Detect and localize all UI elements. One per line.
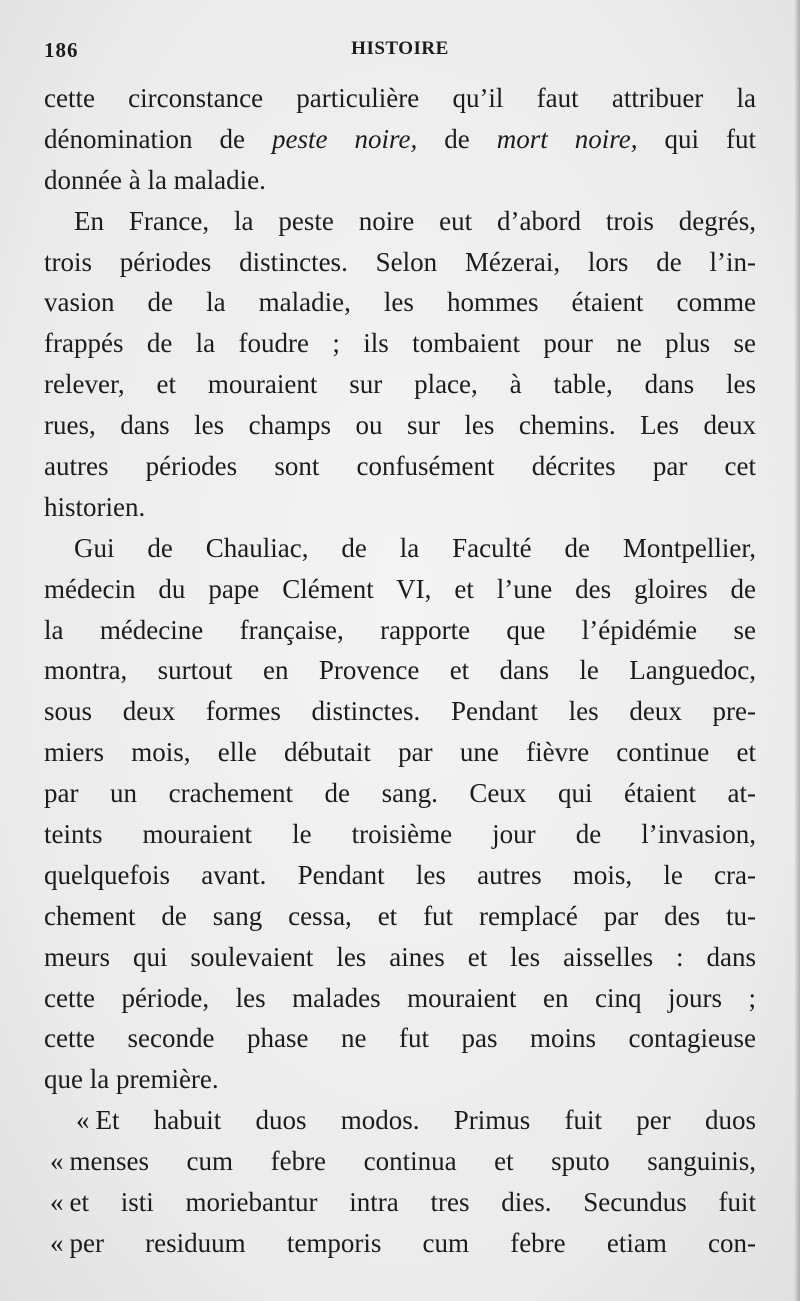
text-line bbox=[44, 119, 756, 160]
text-line: trois périodes distinctes. Selon Mézerai, lors de l’in- bbox=[44, 246, 756, 277]
quote-line bbox=[44, 1182, 756, 1223]
text-line: cette circonstance particulière qu’il faut attribuer la bbox=[44, 83, 756, 113]
text-line: autres périodes sont confusément décrites par cet bbox=[44, 451, 756, 482]
text-line: cette période, les malades mouraient en cinq jours ; bbox=[44, 982, 756, 1013]
body-text bbox=[44, 78, 756, 1264]
quote-text: Et habuit duos modos. Primus fuit per duos bbox=[95, 1105, 756, 1136]
quote-mark: « bbox=[50, 1187, 64, 1218]
text-line: sous deux formes distinctes. Pendant les deux pre- bbox=[44, 696, 756, 727]
paragraph-start-line: Gui de Chauliac, de la Faculté de Montpellier, bbox=[74, 532, 756, 563]
text-line: vasion de la maladie, les hommes étaient comme bbox=[44, 287, 756, 318]
text-line: relever, et mouraient sur place, à table, dans les bbox=[44, 369, 756, 400]
text-line: meurs qui soulevaient les aines et les aisselles : dans bbox=[44, 941, 756, 972]
italic-term: mort noire, bbox=[496, 123, 638, 154]
quote-line bbox=[44, 1141, 756, 1182]
text-line: historien. bbox=[44, 491, 146, 522]
text-line: médecin du pape Clément VI, et l’une des gloires de bbox=[44, 573, 756, 604]
text-line: teints mouraient le troisième jour de l’invasion, bbox=[44, 819, 756, 850]
text-line: chement de sang cessa, et fut remplacé par des tu- bbox=[44, 900, 756, 931]
quote-text: menses cum febre continua et sputo sanguinis, bbox=[69, 1146, 756, 1177]
quote-text: per residuum temporis cum febre etiam con- bbox=[69, 1227, 756, 1258]
quote-text: et isti moriebantur intra tres dies. Secundus fuit bbox=[69, 1187, 756, 1218]
text-line: quelquefois avant. Pendant les autres mois, le cra- bbox=[44, 859, 756, 890]
text-line: par un crachement de sang. Ceux qui étaient at- bbox=[44, 778, 756, 809]
text-line: montra, surtout en Provence et dans le Languedoc, bbox=[44, 655, 756, 686]
text-line: cette seconde phase ne fut pas moins contagieuse bbox=[44, 1023, 756, 1054]
quote-mark: « bbox=[50, 1146, 64, 1177]
text-fragment: dénomination de bbox=[44, 123, 272, 154]
text-line: que la première. bbox=[44, 1064, 219, 1095]
text-line: miers mois, elle débutait par une fièvre continue et bbox=[44, 737, 756, 768]
quote-line bbox=[44, 1223, 756, 1264]
running-head bbox=[44, 38, 756, 72]
page-number: 186 bbox=[44, 38, 79, 62]
page-heading: HISTOIRE bbox=[351, 38, 449, 59]
paragraph-start-line: En France, la peste noire eut d’abord trois degrés, bbox=[74, 205, 756, 236]
text-fragment: de bbox=[417, 123, 497, 154]
quote-mark: « bbox=[76, 1105, 90, 1136]
quote-mark: « bbox=[50, 1227, 64, 1258]
quote-line bbox=[44, 1100, 756, 1141]
text-line: la médecine française, rapporte que l’épidémie se bbox=[44, 614, 756, 645]
text-fragment: qui fut bbox=[637, 123, 757, 154]
text-line: donnée à la maladie. bbox=[44, 164, 266, 195]
text-line: rues, dans les champs ou sur les chemins. Les deux bbox=[44, 410, 756, 441]
italic-term: peste noire, bbox=[271, 123, 418, 154]
text-line: frappés de la foudre ; ils tombaient pour ne plus se bbox=[44, 328, 756, 359]
